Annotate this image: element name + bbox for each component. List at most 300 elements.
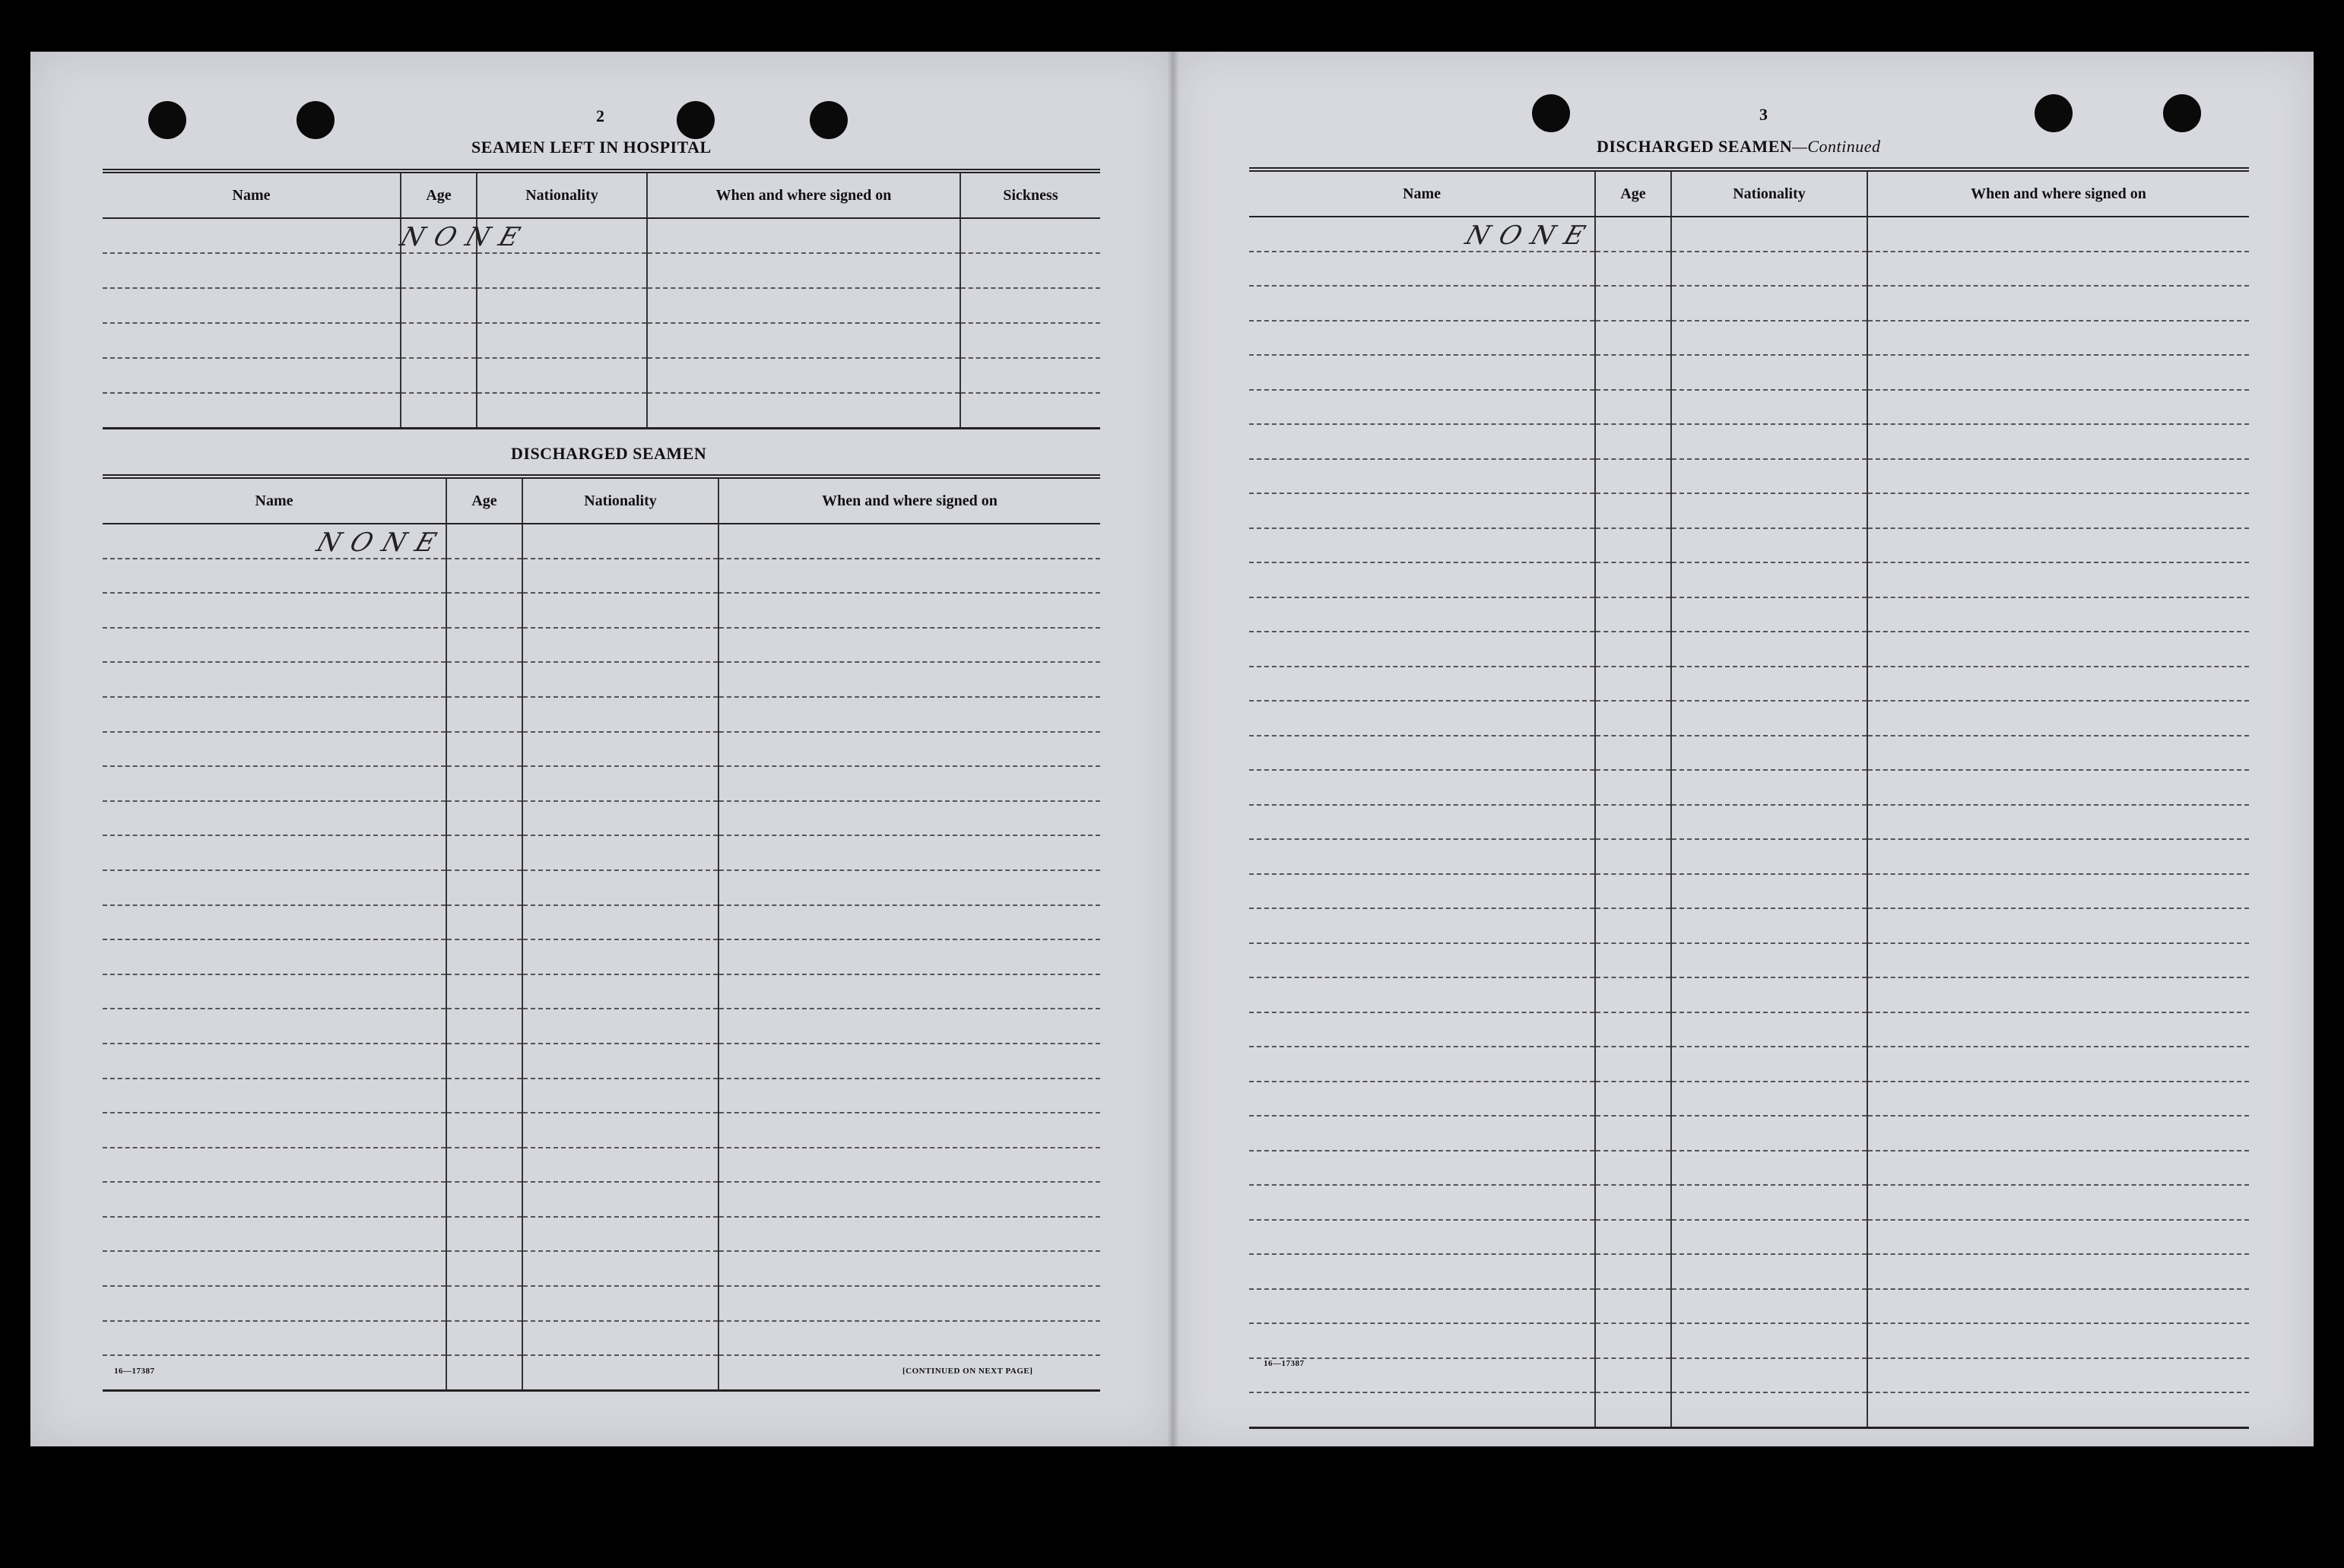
table-cell (1671, 1082, 1867, 1117)
table-row (103, 593, 1100, 628)
table-cell (718, 1113, 1100, 1148)
table-cell (401, 393, 477, 429)
table-cell (1671, 805, 1867, 840)
table-cell (1249, 355, 1595, 390)
table-cell (1595, 805, 1671, 840)
table-cell (522, 1113, 718, 1148)
table-cell (1867, 217, 2249, 252)
table-row (1249, 1012, 2249, 1047)
table-row (103, 939, 1100, 974)
table-cell (1671, 1358, 1867, 1393)
table-cell (1671, 1220, 1867, 1255)
table-cell (718, 1321, 1100, 1356)
table-cell (103, 559, 446, 594)
column-header-nationality: Nationality (477, 171, 647, 218)
table-cell (1249, 1254, 1595, 1289)
table-cell (1595, 321, 1671, 356)
table-cell (1249, 943, 1595, 978)
table-cell (718, 1286, 1100, 1321)
table-cell (1867, 286, 2249, 321)
table-cell (1249, 1392, 1595, 1427)
table-cell (401, 323, 477, 358)
table-cell (718, 1251, 1100, 1286)
table-cell (1671, 736, 1867, 771)
table-cell (1249, 736, 1595, 771)
table-cell (1595, 1392, 1671, 1427)
table-cell (1671, 943, 1867, 978)
table-cell (522, 628, 718, 663)
table-cell (446, 1321, 522, 1356)
table-cell (522, 801, 718, 836)
table-cell (1249, 597, 1595, 632)
table-cell (1671, 528, 1867, 563)
table-cell (1595, 632, 1671, 667)
table-cell (1249, 493, 1595, 528)
table-cell (103, 1113, 446, 1148)
table-cell (1249, 1185, 1595, 1220)
table-cell (1595, 1254, 1671, 1289)
table-cell (103, 766, 446, 801)
column-header-sickness: Sickness (960, 171, 1100, 218)
table-cell (718, 766, 1100, 801)
table-cell (522, 1286, 718, 1321)
table-cell (647, 393, 960, 429)
table-cell (1671, 1012, 1867, 1047)
table-cell (1671, 459, 1867, 494)
table-row (1249, 1289, 2249, 1324)
table-row (103, 1044, 1100, 1079)
table-cell (1867, 839, 2249, 874)
table-row (103, 905, 1100, 940)
table-row (103, 662, 1100, 697)
table-cell (103, 1182, 446, 1217)
column-header-name: Name (1249, 169, 1595, 217)
table-cell (1249, 252, 1595, 287)
table-row (103, 732, 1100, 767)
table-cell (522, 1148, 718, 1183)
table-cell (1671, 217, 1867, 252)
table-row (103, 1286, 1100, 1321)
table-cell (647, 323, 960, 358)
table-cell (103, 662, 446, 697)
table-cell (1867, 805, 2249, 840)
table-cell (1249, 1151, 1595, 1186)
table-cell (718, 801, 1100, 836)
table-cell (401, 288, 477, 323)
table-row (1249, 562, 2249, 597)
table-cell (522, 593, 718, 628)
table-cell (960, 358, 1100, 393)
table-row (1249, 286, 2249, 321)
table-cell (718, 593, 1100, 628)
table-row (103, 974, 1100, 1009)
table-row (1249, 943, 2249, 978)
table-cell (960, 218, 1100, 253)
table-cell (522, 732, 718, 767)
table-cell (1249, 1082, 1595, 1117)
table-cell (103, 358, 401, 393)
column-header-signed-on: When and where signed on (1867, 169, 2249, 217)
table-cell (1595, 355, 1671, 390)
table-cell (1595, 424, 1671, 459)
table-cell (1249, 459, 1595, 494)
punch-hole (810, 101, 848, 139)
punch-hole (1532, 94, 1570, 132)
table-cell (1867, 1151, 2249, 1186)
table-row (1249, 839, 2249, 874)
table-cell (446, 1044, 522, 1079)
table-row (1249, 1323, 2249, 1358)
table-cell (1671, 286, 1867, 321)
table-row (103, 1148, 1100, 1183)
table-cell (103, 1217, 446, 1252)
table-cell (446, 1182, 522, 1217)
table-cell (1671, 1185, 1867, 1220)
discharged-continued-table (1249, 167, 2249, 1429)
table-cell (1671, 390, 1867, 425)
table-cell (446, 835, 522, 870)
table-cell (522, 662, 718, 697)
table-cell (1671, 597, 1867, 632)
table-cell (522, 1251, 718, 1286)
table-cell (522, 1182, 718, 1217)
table-cell (1249, 701, 1595, 736)
table-cell (1671, 1323, 1867, 1358)
table-cell (103, 524, 451, 559)
table-cell (1867, 355, 2249, 390)
table-cell (1249, 874, 1595, 909)
table-cell (1867, 632, 2249, 667)
table-row (1249, 1116, 2249, 1151)
table-cell (1249, 770, 1595, 805)
table-cell (446, 974, 522, 1009)
table-cell (1867, 1047, 2249, 1082)
table-cell (1249, 908, 1595, 943)
table-cell (1671, 321, 1867, 356)
table-cell (1595, 286, 1671, 321)
table-cell (103, 593, 446, 628)
table-cell (103, 905, 446, 940)
table-cell (522, 939, 718, 974)
table-cell (1867, 667, 2249, 702)
table-cell (1595, 770, 1671, 805)
table-row (1249, 701, 2249, 736)
table-cell (960, 393, 1100, 429)
table-cell (103, 801, 446, 836)
table-row (1249, 770, 2249, 805)
table-cell (1595, 493, 1671, 528)
table-cell (522, 1044, 718, 1079)
table-cell (960, 253, 1100, 288)
table-cell (1867, 1012, 2249, 1047)
column-header-nationality: Nationality (522, 477, 718, 524)
table-cell (1867, 1323, 2249, 1358)
table-cell (1595, 562, 1671, 597)
table-cell (446, 1113, 522, 1148)
table-cell (647, 218, 960, 253)
handwritten-none-entry: NONE (396, 222, 534, 252)
table-row (1249, 736, 2249, 771)
page-number: 3 (1759, 105, 1768, 124)
table-cell (718, 697, 1100, 732)
table-cell (1249, 1220, 1595, 1255)
punch-hole (297, 101, 335, 139)
table-cell (718, 524, 1100, 559)
handwritten-none-entry: NONE (312, 527, 451, 558)
table-cell (401, 253, 477, 288)
table-cell (103, 1009, 446, 1044)
table-cell (1671, 1392, 1867, 1427)
table-cell (1595, 1220, 1671, 1255)
table-cell (446, 801, 522, 836)
table-cell (103, 870, 446, 905)
table-row (103, 524, 1100, 559)
punch-hole (677, 101, 715, 139)
table-cell (103, 288, 401, 323)
table-row (1249, 667, 2249, 702)
table-row (1249, 459, 2249, 494)
table-cell (718, 939, 1100, 974)
table-cell (1867, 977, 2249, 1012)
table-cell (1595, 1151, 1671, 1186)
table-cell (1671, 1151, 1867, 1186)
table-cell (718, 870, 1100, 905)
table-row (1249, 597, 2249, 632)
table-cell (1595, 736, 1671, 771)
table-cell (1249, 805, 1595, 840)
table-cell (718, 662, 1100, 697)
table-cell (103, 732, 446, 767)
table-cell (1671, 355, 1867, 390)
table-cell (1671, 977, 1867, 1012)
table-cell (401, 358, 477, 393)
continued-note: [CONTINUED ON NEXT PAGE] (902, 1367, 1033, 1376)
table-cell (1595, 528, 1671, 563)
table-cell (1867, 770, 2249, 805)
table-cell (1867, 874, 2249, 909)
section-title-suffix: —Continued (1792, 137, 1881, 156)
table-cell (718, 1009, 1100, 1044)
table-cell (1595, 1323, 1671, 1358)
table-cell (1595, 390, 1671, 425)
table-cell (446, 1009, 522, 1044)
table-cell (1671, 667, 1867, 702)
table-cell (1249, 528, 1595, 563)
column-header-name: Name (103, 477, 446, 524)
table-cell (1595, 1012, 1671, 1047)
table-cell (1671, 701, 1867, 736)
table-cell (1595, 701, 1671, 736)
table-cell (1867, 252, 2249, 287)
table-cell (1867, 1185, 2249, 1220)
table-cell (1867, 736, 2249, 771)
table-row (103, 218, 1100, 253)
table-cell (446, 1148, 522, 1183)
table-cell (446, 1286, 522, 1321)
form-code: 16—17387 (114, 1367, 155, 1376)
table-cell (1671, 1289, 1867, 1324)
table-row (103, 358, 1100, 393)
table-cell (1671, 1116, 1867, 1151)
table-row (1249, 1358, 2249, 1393)
table-cell (1671, 874, 1867, 909)
table-cell (522, 524, 718, 559)
table-cell (1249, 562, 1595, 597)
table-cell (1249, 1116, 1595, 1151)
table-cell (1249, 1289, 1595, 1324)
table-cell (446, 732, 522, 767)
table-cell (1671, 839, 1867, 874)
column-header-age: Age (446, 477, 522, 524)
table-cell (103, 1044, 446, 1079)
table-cell (522, 974, 718, 1009)
table-row (1249, 493, 2249, 528)
table-cell (103, 253, 401, 288)
table-cell (522, 1321, 718, 1356)
table-cell (446, 939, 522, 974)
table-cell (522, 870, 718, 905)
table-cell (446, 870, 522, 905)
table-cell (1671, 493, 1867, 528)
table-cell (1595, 1358, 1671, 1393)
table-cell (103, 835, 446, 870)
column-header-nationality: Nationality (1671, 169, 1867, 217)
table-row (1249, 632, 2249, 667)
table-cell (1249, 424, 1595, 459)
table-row (103, 1182, 1100, 1217)
table-cell (1249, 286, 1595, 321)
discharged-continued-title (1597, 137, 1881, 157)
table-cell (446, 766, 522, 801)
table-cell (446, 628, 522, 663)
table-cell (103, 974, 446, 1009)
table-cell (1867, 1392, 2249, 1427)
table-cell (647, 288, 960, 323)
table-cell (446, 1355, 522, 1390)
table-cell (477, 393, 647, 429)
table-cell (1595, 839, 1671, 874)
table-cell (1249, 390, 1595, 425)
table-row (1249, 321, 2249, 356)
table-cell (1671, 424, 1867, 459)
table-cell (1671, 562, 1867, 597)
table-cell (718, 974, 1100, 1009)
table-cell (446, 559, 522, 594)
table-cell (1867, 1289, 2249, 1324)
table-row (103, 801, 1100, 836)
table-cell (1867, 597, 2249, 632)
table-cell (1595, 597, 1671, 632)
table-cell (1249, 839, 1595, 874)
table-cell (1671, 252, 1867, 287)
table-cell (477, 323, 647, 358)
table-row (1249, 1185, 2249, 1220)
table-cell (1595, 874, 1671, 909)
table-cell (1867, 493, 2249, 528)
table-cell (1867, 321, 2249, 356)
table-cell (1671, 770, 1867, 805)
table-row (103, 559, 1100, 594)
table-row (1249, 217, 2249, 252)
handwritten-none-entry: NONE (1461, 220, 1600, 251)
table-row (103, 1079, 1100, 1113)
table-cell (1595, 908, 1671, 943)
table-cell (960, 323, 1100, 358)
table-cell (477, 358, 647, 393)
table-cell (1671, 1254, 1867, 1289)
table-cell (522, 697, 718, 732)
table-row (1249, 1047, 2249, 1082)
table-cell (103, 393, 401, 429)
table-cell (1595, 667, 1671, 702)
table-cell (718, 905, 1100, 940)
table-cell (1249, 1047, 1595, 1082)
form-code: 16—17387 (1264, 1359, 1305, 1368)
table-cell (1867, 390, 2249, 425)
page-fold (1167, 52, 1179, 1446)
table-cell (446, 524, 522, 559)
column-header-name: Name (103, 171, 401, 218)
table-cell (103, 1079, 446, 1113)
table-row (1249, 1220, 2249, 1255)
table-row (1249, 1082, 2249, 1117)
table-cell (1867, 1082, 2249, 1117)
table-cell (446, 905, 522, 940)
column-header-signed-on: When and where signed on (718, 477, 1100, 524)
table-cell (1671, 908, 1867, 943)
table-cell (1867, 424, 2249, 459)
table-cell (103, 1251, 446, 1286)
discharged-section-title: DISCHARGED SEAMEN (511, 444, 707, 463)
table-cell (718, 1044, 1100, 1079)
table-cell (1249, 217, 1600, 252)
table-row (103, 288, 1100, 323)
table-cell (718, 1079, 1100, 1113)
table-cell (718, 835, 1100, 870)
discharged-table (103, 474, 1100, 1392)
table-row (1249, 1151, 2249, 1186)
page-number: 2 (596, 106, 604, 125)
punch-hole (2163, 94, 2201, 132)
table-cell (1867, 1254, 2249, 1289)
table-cell (522, 1217, 718, 1252)
table-cell (1595, 1047, 1671, 1082)
table-cell (446, 1079, 522, 1113)
table-cell (1595, 977, 1671, 1012)
table-cell (1867, 562, 2249, 597)
table-cell (522, 1009, 718, 1044)
table-row (103, 628, 1100, 663)
table-cell (647, 358, 960, 393)
table-row (103, 393, 1100, 429)
table-cell (446, 697, 522, 732)
punch-hole (2035, 94, 2073, 132)
table-row (103, 323, 1100, 358)
table-cell (718, 1148, 1100, 1183)
table-cell (1671, 632, 1867, 667)
column-header-age: Age (1595, 169, 1671, 217)
hospital-table (103, 169, 1100, 429)
table-row (1249, 805, 2249, 840)
table-cell (647, 253, 960, 288)
table-row (103, 835, 1100, 870)
table-cell (1595, 1082, 1671, 1117)
table-cell (103, 1148, 446, 1183)
table-cell (1867, 701, 2249, 736)
table-cell (446, 662, 522, 697)
table-cell (103, 323, 401, 358)
table-row (1249, 252, 2249, 287)
